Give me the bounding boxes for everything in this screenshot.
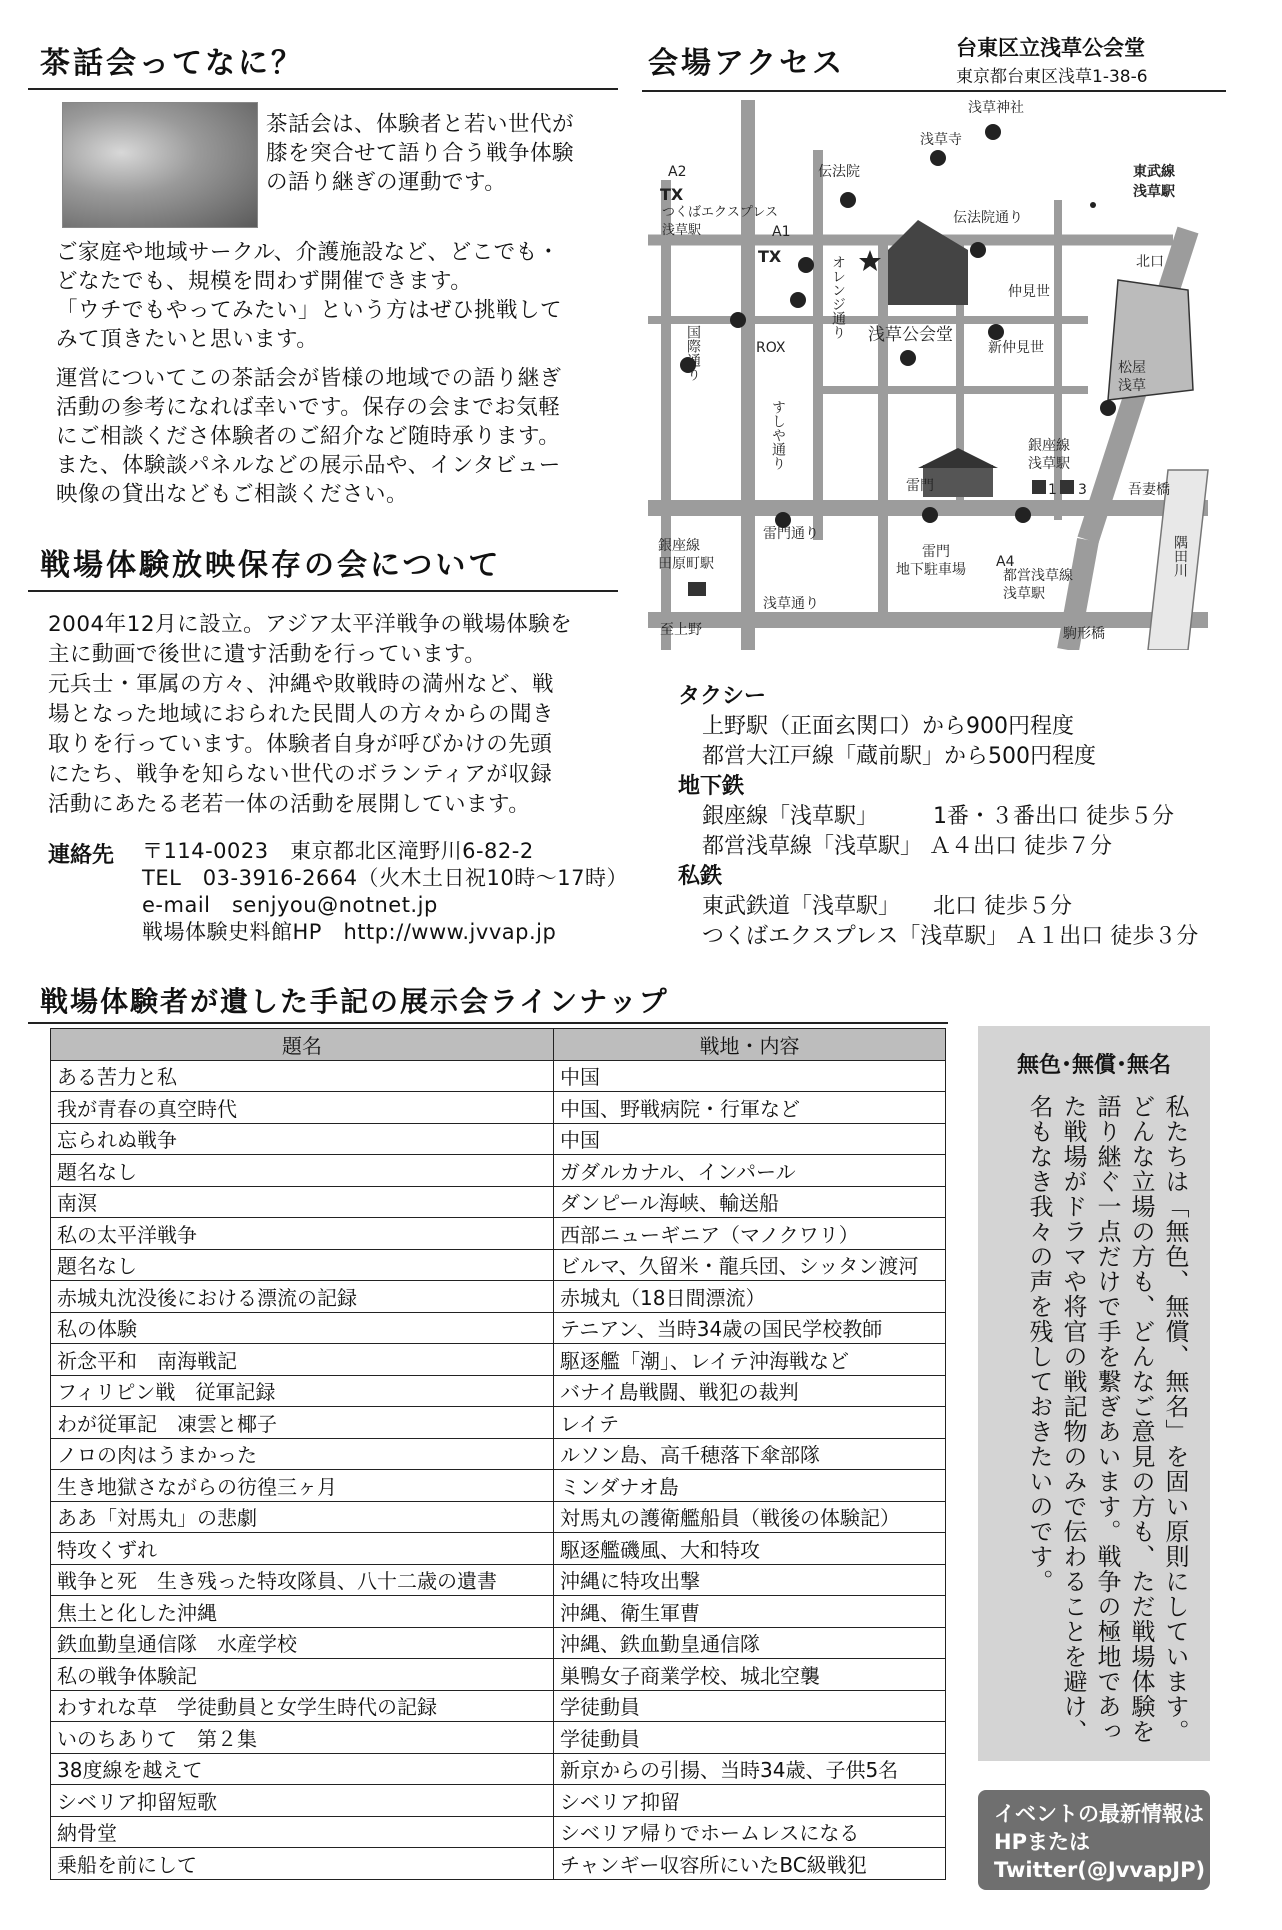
cell-content: 巣鴨女子商業学校、城北空襲 <box>554 1659 946 1691</box>
cell-content: 中国 <box>554 1123 946 1155</box>
lineup-title-rule <box>28 1022 948 1024</box>
star-icon <box>859 250 881 271</box>
cell-content: 西部ニューギニア（マノクワリ） <box>554 1218 946 1250</box>
access-map <box>648 90 1220 650</box>
label-tx-station: つくばエクスプレス <box>662 205 778 220</box>
label-exit3: 3 <box>1078 482 1087 498</box>
metro-icon <box>688 582 706 596</box>
label-ginza-line: 銀座線 <box>1028 438 1070 454</box>
access-private-head: 私鉄 <box>678 864 723 889</box>
contact-email[interactable]: e-mail senjyou@notnet.jp <box>142 893 438 917</box>
venue-name: 台東区立浅草公会堂 <box>956 36 1145 60</box>
about-line: 主に動画で後世に遺す活動を行っています。 <box>48 642 487 667</box>
sakawakai-intro <box>266 110 626 197</box>
cell-content: ミンダナオ島 <box>554 1470 946 1502</box>
cell-title: 乗船を前にして <box>51 1848 554 1880</box>
access-subway-line: 銀座線「浅草駅」 1番・３番出口 徒歩５分 <box>702 804 1174 829</box>
table-row <box>51 1564 946 1596</box>
about-title: 戦場体験放映保存の会について <box>40 548 502 583</box>
label-asakusa-dori: 浅草通り <box>763 596 819 612</box>
para-line: 運営についてこの茶話会が皆様の地域での語り継ぎ <box>56 366 562 391</box>
about-line: 場となった地域におられた民間人の方々からの聞き <box>48 702 555 727</box>
cell-content: 沖縄、衛生軍曹 <box>554 1596 946 1628</box>
about-line: 活動にあたる老若一体の活動を展開しています。 <box>48 792 531 817</box>
about-line: 2004年12月に設立。アジア太平洋戦争の戦場体験を <box>48 612 573 637</box>
label-rox: ROX <box>756 340 786 356</box>
table-row <box>51 1186 946 1218</box>
contact-block <box>142 838 642 946</box>
about-line: にたち、戦争を知らない世代のボランティアが収録 <box>48 762 553 787</box>
principle-title: 無色･無償･無名 <box>1016 1053 1171 1078</box>
label-parking: 雷門 <box>922 544 950 560</box>
access-taxi-head: タクシー <box>678 684 767 709</box>
cell-content: バナイ島戦闘、戦犯の裁判 <box>554 1375 946 1407</box>
intro-line: 茶話会は、体験者と若い世代が <box>266 112 575 137</box>
table-row <box>51 1533 946 1565</box>
label-toei2: 浅草駅 <box>1003 586 1045 602</box>
label-tawaramachi: 銀座線 <box>658 538 700 554</box>
access-title: 会場アクセス <box>648 46 846 81</box>
table-row <box>51 1123 946 1155</box>
table-row <box>51 1848 946 1880</box>
cell-content: 対馬丸の護衛艦船員（戦後の体験記） <box>554 1501 946 1533</box>
access-info <box>678 682 1238 952</box>
label-to-ueno: 至上野 <box>660 622 702 638</box>
about-title-rule <box>28 590 618 592</box>
label-exit1: 1 <box>1048 482 1057 498</box>
principle-box <box>978 1026 1210 1761</box>
cell-title: わすれな草 学徒動員と女学生時代の記録 <box>51 1690 554 1722</box>
cell-title: 特攻くずれ <box>51 1533 554 1565</box>
table-row <box>51 1690 946 1722</box>
cell-content: 中国、野戦病院・行軍など <box>554 1092 946 1124</box>
label-toei: 都営浅草線 <box>1003 568 1073 584</box>
cell-title: 38度線を越えて <box>51 1753 554 1785</box>
label-ginza-asakusa: 浅草駅 <box>1028 456 1070 472</box>
table-row <box>51 1155 946 1187</box>
para-line: どなたでも、規模を問わず開催できます。 <box>56 269 473 294</box>
cell-title: いのちありて 第２集 <box>51 1722 554 1754</box>
cell-content: 中国 <box>554 1060 946 1092</box>
cell-content: 新京からの引揚、当時34歳、子供5名 <box>554 1753 946 1785</box>
label-nakamise: 仲見世 <box>1008 284 1050 300</box>
label-kaminarimon-dori: 雷門通り <box>763 526 819 542</box>
cell-content: チャンギー収容所にいたBC級戦犯 <box>554 1848 946 1880</box>
intro-line: 膝を突合せて語り合う戦争体験 <box>266 141 575 166</box>
cell-content: ダンピール海峡、輸送船 <box>554 1186 946 1218</box>
about-line: 元兵士・軍属の方々、沖縄や敗戦時の満州など、戦 <box>48 672 555 697</box>
label-tx-station2: 浅草駅 <box>662 223 702 238</box>
contact-tel: TEL 03-3916-2664（火木土日祝10時〜17時） <box>142 866 629 890</box>
event-info-badge[interactable] <box>978 1790 1210 1910</box>
table-row <box>51 1722 946 1754</box>
cell-content: レイテ <box>554 1407 946 1439</box>
kokaido-building <box>888 220 968 305</box>
para-line: 映像の貸出などもご相談ください。 <box>56 482 409 507</box>
cell-content: テニアン、当時34歳の国民学校教師 <box>554 1312 946 1344</box>
access-taxi-line: 上野駅（正面玄関口）から900円程度 <box>702 714 1074 739</box>
about-line: 取りを行っています。体験者自身が呼びかけの先頭 <box>48 732 553 757</box>
table-row <box>51 1092 946 1124</box>
label-parking2: 地下駐車場 <box>896 562 966 578</box>
access-private-line: つくばエクスプレス「浅草駅」 Ａ１出口 徒歩３分 <box>702 924 1199 949</box>
cell-title: シベリア抑留短歌 <box>51 1785 554 1817</box>
lineup-table <box>50 1028 946 1880</box>
table-row <box>51 1753 946 1785</box>
cell-title: 題名なし <box>51 1249 554 1281</box>
cell-content: ビルマ、久留米・龍兵団、シッタン渡河 <box>554 1249 946 1281</box>
label-a2: A2 <box>668 164 687 180</box>
table-row <box>51 1470 946 1502</box>
cell-content: ルソン島、高千穂落下傘部隊 <box>554 1438 946 1470</box>
cell-title: フィリピン戦 従軍記録 <box>51 1375 554 1407</box>
table-row <box>51 1627 946 1659</box>
para-line: 「ウチでもやってみたい」という方はぜひ挑戦して <box>56 298 563 323</box>
para-line: また、体験談パネルなどの展示品や、インタビュー <box>56 453 561 478</box>
column-header-title: 題名 <box>51 1029 554 1061</box>
label-tobu-line: 東武線 <box>1133 164 1175 180</box>
cell-title: 納骨堂 <box>51 1816 554 1848</box>
table-row <box>51 1375 946 1407</box>
badge-line: イベントの最新情報は <box>994 1802 1204 1826</box>
table-row <box>51 1438 946 1470</box>
cell-content: 学徒動員 <box>554 1690 946 1722</box>
cell-content: 駆逐艦「潮」、レイテ沖海戦など <box>554 1344 946 1376</box>
label-kitaguchi: 北口 <box>1136 254 1164 270</box>
para-line: 活動の参考になれば幸いです。保存の会までお気軽 <box>56 395 561 420</box>
label-matsuya2: 浅草 <box>1118 378 1146 394</box>
para-line: みて頂きたいと思います。 <box>56 327 319 352</box>
badge-line: HPまたは <box>994 1830 1090 1854</box>
sakawakai-para1 <box>56 238 636 354</box>
cell-title: 南溟 <box>51 1186 554 1218</box>
cell-title: 祈念平和 南海戦記 <box>51 1344 554 1376</box>
cell-title: 赤城丸沈没後における漂流の記録 <box>51 1281 554 1313</box>
map-labels <box>658 99 1175 642</box>
label-orange-dori: オレンジ通り <box>830 255 846 339</box>
lineup-title: 戦場体験者が遺した手記の展示会ラインナップ <box>40 985 669 1018</box>
cell-title: 私の太平洋戦争 <box>51 1218 554 1250</box>
label-tawaramachi2: 田原町駅 <box>658 556 714 572</box>
cell-title: ノロの肉はうまかった <box>51 1438 554 1470</box>
label-denpoin: 伝法院 <box>818 164 860 180</box>
label-asakusa-jinja: 浅草神社 <box>968 100 1024 116</box>
label-kokaido: 浅草公会堂 <box>868 325 953 345</box>
cell-content: シベリア帰りでホームレスになる <box>554 1816 946 1848</box>
cell-content: 赤城丸（18日間漂流） <box>554 1281 946 1313</box>
cell-title: 忘られぬ戦争 <box>51 1123 554 1155</box>
table-row <box>51 1218 946 1250</box>
label-tx-logo-2: TX <box>758 247 782 266</box>
para-line: ご家庭や地域サークル、介護施設など、どこでも・ <box>56 240 560 265</box>
label-sukiya-dori: すしや通り <box>770 400 786 470</box>
cell-title: わが従軍記 凍雲と椰子 <box>51 1407 554 1439</box>
para-line: にご相談くださ体験者のご紹介など随時承ります。 <box>56 424 561 449</box>
table-row <box>51 1596 946 1628</box>
cell-title: 我が青春の真空時代 <box>51 1092 554 1124</box>
cell-title: 題名なし <box>51 1155 554 1187</box>
cell-content: ガダルカナル、インパール <box>554 1155 946 1187</box>
label-tobu-asakusa: 浅草駅 <box>1133 184 1175 200</box>
cell-content: 沖縄、鉄血勤皇通信隊 <box>554 1627 946 1659</box>
sakawakai-photo <box>62 102 258 228</box>
cell-content: 沖縄に特攻出撃 <box>554 1564 946 1596</box>
label-shin-nakamise: 新仲見世 <box>988 340 1044 356</box>
column-header-content: 戦地・内容 <box>554 1029 946 1061</box>
cell-content: 学徒動員 <box>554 1722 946 1754</box>
venue-address: 東京都台東区浅草1-38-6 <box>956 67 1148 87</box>
cell-title: 戦争と死 生き残った特攻隊員、八十二歳の遺書 <box>51 1564 554 1596</box>
sakawakai-title-rule <box>28 88 618 90</box>
intro-line: の語り継ぎの運動です。 <box>266 170 507 195</box>
badge-line: Twitter(@JvvapJP)へ <box>994 1858 1206 1910</box>
cell-content: シベリア抑留 <box>554 1785 946 1817</box>
cell-title: 焦土と化した沖縄 <box>51 1596 554 1628</box>
contact-label: 連絡先 <box>48 843 115 868</box>
table-row <box>51 1785 946 1817</box>
label-kaminarimon: 雷門 <box>906 478 934 494</box>
table-row <box>51 1659 946 1691</box>
sakawakai-para2 <box>56 364 636 509</box>
table-row <box>51 1281 946 1313</box>
cell-title: ああ「対馬丸」の悲劇 <box>51 1501 554 1533</box>
label-a1: A1 <box>772 224 791 240</box>
cell-content: 駆逐艦磯風、大和特攻 <box>554 1533 946 1565</box>
table-row <box>51 1344 946 1376</box>
label-tx-logo: TX <box>660 185 684 204</box>
cell-title: ある苦力と私 <box>51 1060 554 1092</box>
label-azumabashi: 吾妻橋 <box>1128 482 1170 498</box>
access-private-line: 東武鉄道「浅草駅」 北口 徒歩５分 <box>702 894 1072 919</box>
access-subway-head: 地下鉄 <box>678 774 745 799</box>
principle-text: 私たちは「無色、無償、無名」を固い原則にしています。どんな立場の方も、どんなご意見の方も、ただ戦場体験を語り継ぐ一点だけで手を繋ぎあいます。戦争の極地であった戦場がドラマや将官の戦記物のみで伝わることを避け、名もなき我々の声を残しておきたいのです。 <box>1025 1094 1189 1744</box>
access-taxi-line: 都営大江戸線「蔵前駅」から500円程度 <box>702 744 1096 769</box>
label-komagata: 駒形橋 <box>1063 626 1105 642</box>
label-kokusai-dori: 国際通り <box>685 325 701 381</box>
table-row <box>51 1060 946 1092</box>
label-a4: A4 <box>996 554 1015 570</box>
label-asakusa-ji: 浅草寺 <box>920 132 962 148</box>
contact-website[interactable]: 戦場体験史料館HP http://www.jvvap.jp <box>142 920 557 944</box>
table-row <box>51 1501 946 1533</box>
table-row <box>51 1312 946 1344</box>
label-denpoin-dori: 伝法院通り <box>953 210 1023 226</box>
table-row <box>51 1407 946 1439</box>
contact-address: 〒114-0023 東京都北区滝野川6-82-2 <box>142 839 534 863</box>
cell-title: 生き地獄さながらの彷徨三ヶ月 <box>51 1470 554 1502</box>
about-body <box>48 610 638 820</box>
table-header-row <box>51 1029 946 1061</box>
table-row <box>51 1816 946 1848</box>
cell-title: 私の体験 <box>51 1312 554 1344</box>
sakawakai-title: 茶話会ってなに？ <box>40 46 304 81</box>
lineup-table-body <box>51 1060 946 1879</box>
metro-icon <box>1032 480 1046 494</box>
table-row <box>51 1249 946 1281</box>
access-subway-line: 都営浅草線「浅草駅」 Ａ４出口 徒歩７分 <box>702 834 1112 859</box>
cell-title: 私の戦争体験記 <box>51 1659 554 1691</box>
cell-title: 鉄血勤皇通信隊 水産学校 <box>51 1627 554 1659</box>
label-matsuya: 松屋 <box>1118 360 1146 376</box>
metro-icon <box>1060 480 1074 494</box>
label-sumida: 隅田川 <box>1172 535 1188 577</box>
